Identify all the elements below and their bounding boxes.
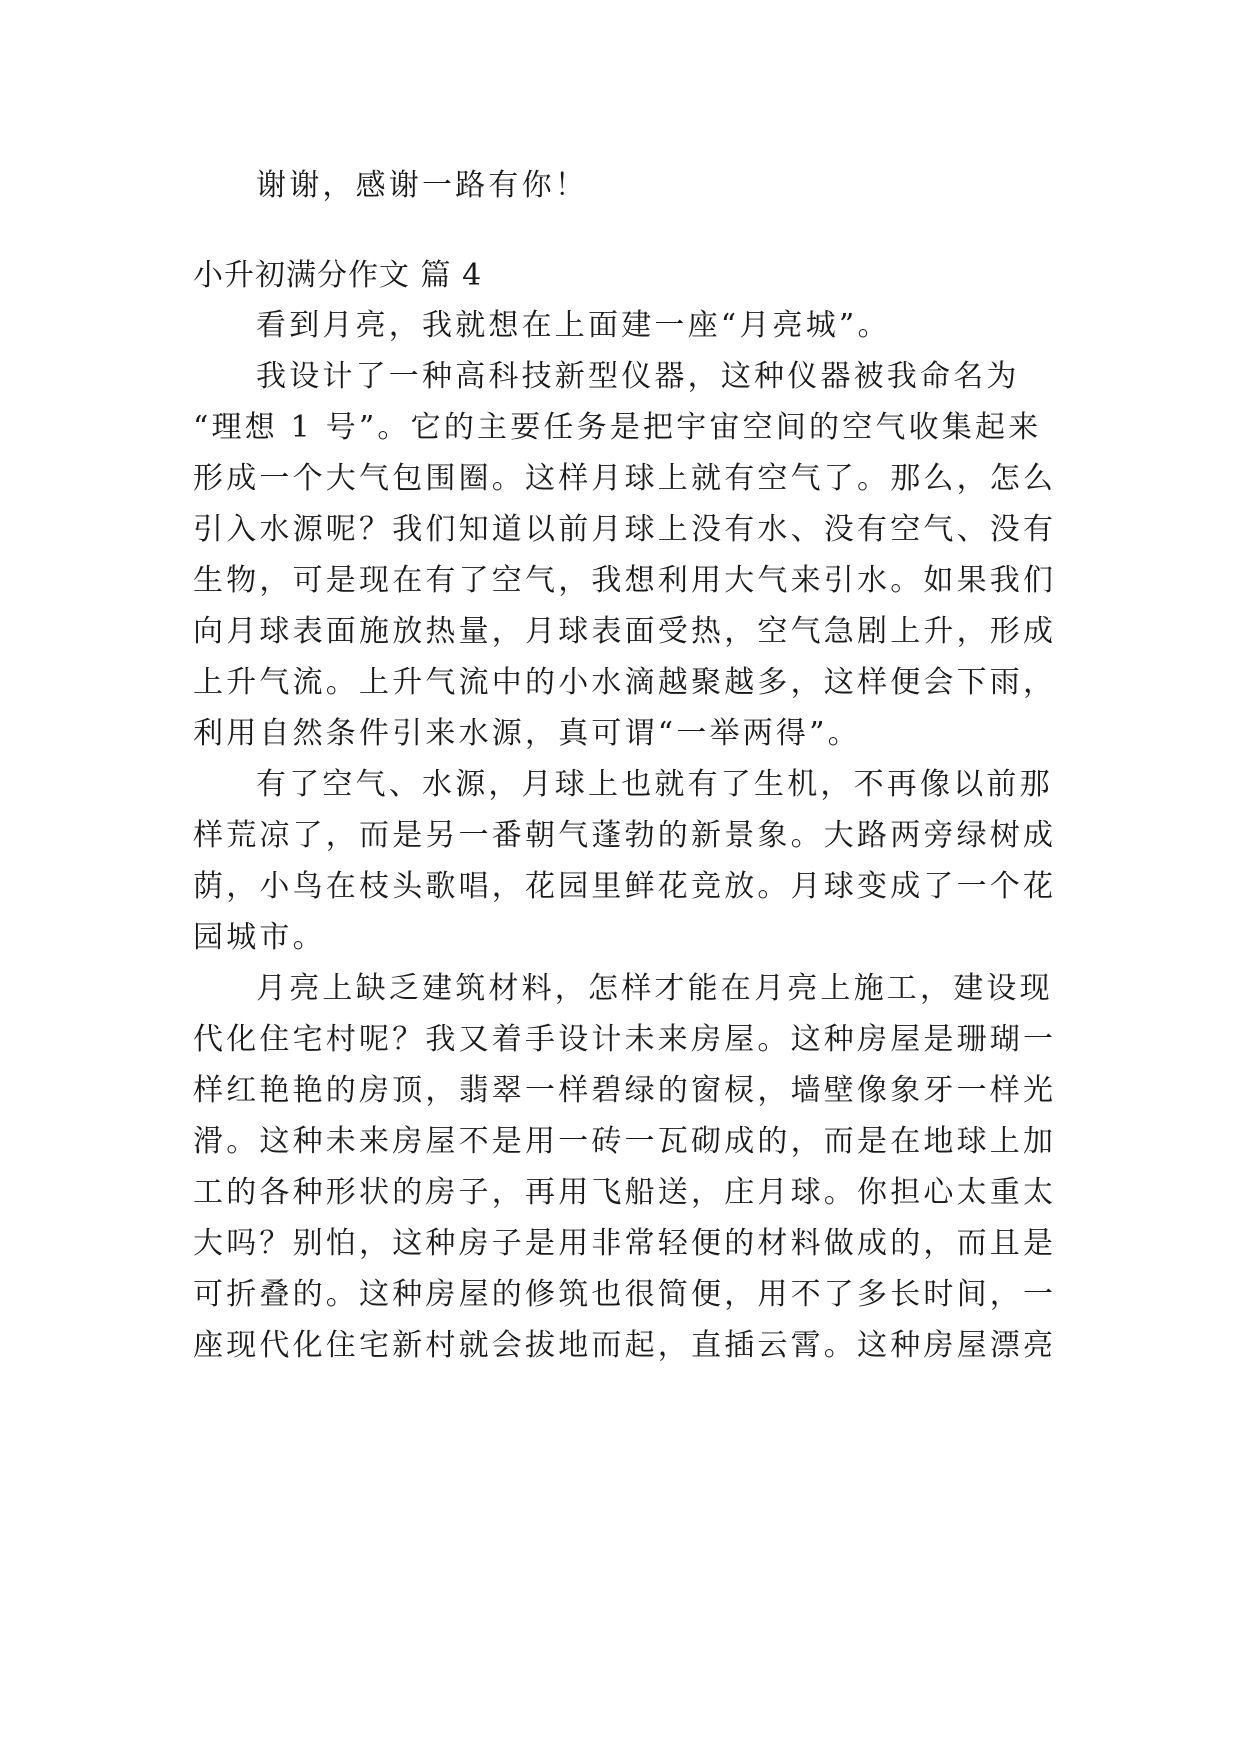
paragraph-line: “理想 1 号”。它的主要任务是把宇宙空间的空气收集起来 xyxy=(193,410,1042,445)
paragraph-line: 上升气流。上升气流中的小水滴越聚越多，这样便会下雨， xyxy=(193,665,1057,700)
paragraph-line: 月亮上缺乏建筑材料，怎样才能在月亮上施工，建设现 xyxy=(256,971,1053,1006)
paragraph-line: 引入水源呢？我们知道以前月球上没有水、没有空气、没有 xyxy=(193,512,1057,547)
paragraph-line: 样荒凉了，而是另一番朝气蓬勃的新景象。大路两旁绿树成 xyxy=(193,818,1057,853)
paragraph-line: 大吗？别怕，这种房子是用非常轻便的材料做成的，而且是 xyxy=(193,1226,1057,1261)
paragraph-line: 形成一个大气包围圈。这样月球上就有空气了。那么，怎么 xyxy=(193,461,1057,496)
section-title: 小升初满分作文 篇 4 xyxy=(193,258,483,293)
paragraph-line: 利用自然条件引来水源，真可谓“一举两得”。 xyxy=(193,716,861,751)
closing-line: 谢谢，感谢一路有你！ xyxy=(256,168,588,203)
paragraph-line: 滑。这种未来房屋不是用一砖一瓦砌成的，而是在地球上加 xyxy=(193,1124,1057,1159)
paragraph-line: 工的各种形状的房子，再用飞船送，庄月球。你担心太重太 xyxy=(193,1175,1057,1210)
paragraph-line: 代化住宅村呢？我又着手设计未来房屋。这种房屋是珊瑚一 xyxy=(193,1022,1057,1057)
paragraph-line: 可折叠的。这种房屋的修筑也很简便，用不了多长时间，一 xyxy=(193,1277,1057,1312)
paragraph-line: 样红艳艳的房顶，翡翠一样碧绿的窗棂，墙壁像象牙一样光 xyxy=(193,1073,1057,1108)
paragraph-line: 生物，可是现在有了空气，我想利用大气来引水。如果我们 xyxy=(193,563,1057,598)
paragraph-line: 座现代化住宅新村就会拔地而起，直插云霄。这种房屋漂亮 xyxy=(193,1328,1057,1363)
paragraph-line: 我设计了一种高科技新型仪器，这种仪器被我命名为 xyxy=(256,359,1020,394)
paragraph-line: 荫，小鸟在枝头歌唱，花园里鲜花竞放。月球变成了一个花 xyxy=(193,869,1057,904)
paragraph-line: 有了空气、水源，月球上也就有了生机，不再像以前那 xyxy=(256,767,1053,802)
paragraph-line: 向月球表面施放热量，月球表面受热，空气急剧上升，形成 xyxy=(193,614,1057,649)
paragraph-line: 看到月亮，我就想在上面建一座“月亮城”。 xyxy=(256,308,891,343)
paragraph-line: 园城市。 xyxy=(193,920,326,955)
